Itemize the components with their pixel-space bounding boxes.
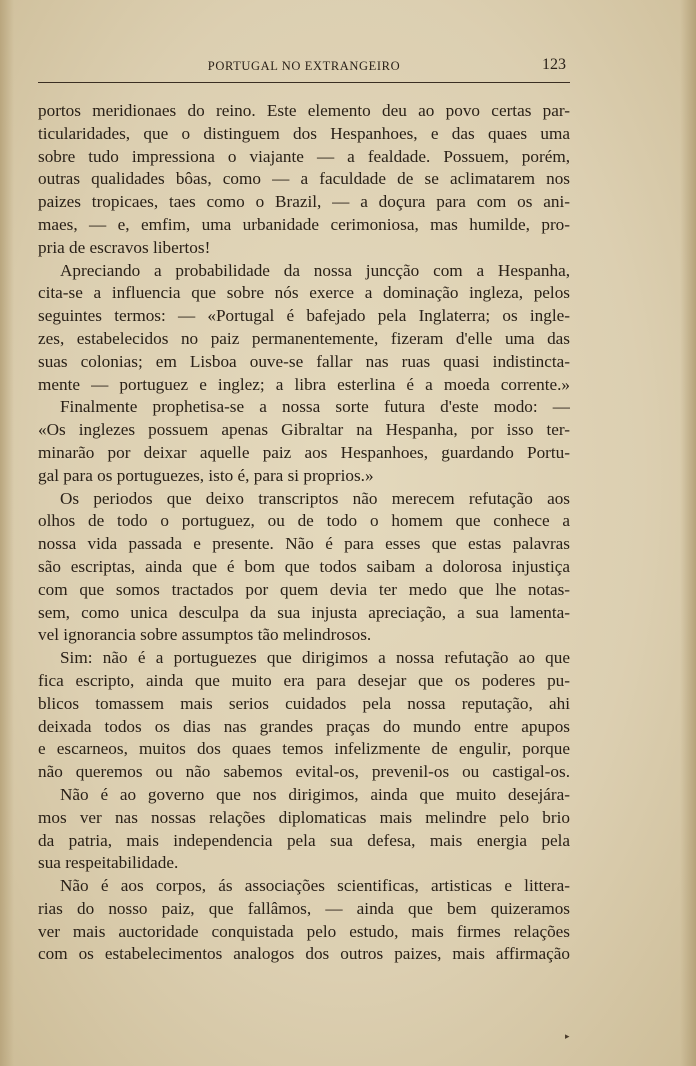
- text-line: Finalmente prophetisa-se a nossa sorte futura d'este modo: —: [60, 397, 570, 417]
- text-line: maes, — e, emfim, uma urbanidade cerimoniosa, mas humilde, pro-: [38, 214, 570, 234]
- text-line: portos meridionaes do reino. Este elemento deu ao povo certas par-: [38, 101, 570, 120]
- text-line: ver mais auctoridade conquistada pelo estudo, mais firmes relações: [38, 921, 570, 941]
- text-line: Sim: não é a portuguezes que dirigimos a nossa refutação ao que: [60, 648, 570, 668]
- text-line: olhos de todo o portuguez, ou de todo o homem que conhece a: [38, 511, 570, 531]
- text-line: sem, como unica desculpa da sua injusta apreciação, a sua lamenta-: [38, 602, 570, 622]
- text-line: sobre tudo impressiona o viajante — a fealdade. Possuem, porém,: [38, 146, 570, 166]
- text-line: pria de escravos libertos!: [38, 237, 211, 257]
- text-line: Apreciando a probabilidade da nossa juncção com a Hespanha,: [60, 260, 570, 280]
- text-line: e escarneos, muitos dos quaes temos infelizmente de engulir, porque: [38, 739, 570, 759]
- text-line: cita-se a influencia que sobre nós exerce a dominação ingleza, pelos: [38, 283, 570, 303]
- text-line: nossa vida passada e presente. Não é para esses que estas palavras: [38, 534, 570, 554]
- text-line: Não é ao governo que nos dirigimos, ainda que muito desejára-: [60, 784, 570, 804]
- text-line: vel ignorancia sobre assumptos tão melindrosos.: [38, 625, 372, 645]
- text-line: da patria, mais independencia pela sua defesa, mais energia pela: [38, 830, 570, 850]
- text-line: suas colonias; em Lisboa ouve-se fallar nas ruas quasi indistincta-: [38, 351, 570, 371]
- text-line: deixada todos os dias nas grandes praças do mundo entre apupos: [38, 716, 570, 736]
- text-line: zes, estabelecidos no paiz permanentemente, fizeram d'elle uma das: [38, 328, 570, 348]
- running-title: PORTUGAL NO EXTRANGEIRO: [207, 59, 401, 73]
- text-line: ticularidades, que o distinguem dos Hespanhoes, e das quaes uma: [38, 123, 570, 143]
- page-number: 123: [542, 56, 566, 73]
- header-rule: [38, 82, 570, 83]
- text-line: mente — portuguez e inglez; a libra esterlina é a moeda corrente.»: [38, 374, 570, 394]
- text-line: minarão por deixar aquelle paiz aos Hespanhoes, guardando Portu-: [38, 442, 570, 462]
- text-line: Não é aos corpos, ás associações scientificas, artisticas e littera-: [60, 876, 570, 896]
- text-line: mos ver nas nossas relações diplomaticas mais melindre pelo brio: [38, 807, 570, 827]
- printer-mark: ▸: [565, 1032, 570, 1042]
- page-header: [38, 56, 570, 78]
- text-line: gal para os portuguezes, isto é, para si proprios.»: [38, 465, 374, 485]
- text-line: com que somos tractados por quem devia ter medo que lhe notas-: [38, 579, 570, 599]
- text-line: paizes tropicaes, taes como o Brazil, — a doçura para com os ani-: [38, 192, 570, 212]
- text-line: blicos tomassem mais serios cuidados pela nossa reputação, ahi: [38, 693, 570, 713]
- page-left-edge: [0, 0, 14, 1066]
- text-line: seguintes termos: — «Portugal é bafejado pela Inglaterra; os ingle-: [38, 306, 570, 326]
- page-right-edge: [680, 0, 696, 1066]
- text-line: outras qualidades bôas, como — a faculdade de se aclimatarem nos: [38, 169, 570, 189]
- body-text: [38, 100, 570, 966]
- text-line: Os periodos que deixo transcriptos não merecem refutação aos: [60, 488, 570, 508]
- text-line: são escriptas, ainda que é bom que todos saibam a dolorosa injustiça: [38, 556, 570, 576]
- text-line: rias do nosso paiz, que fallâmos, — ainda que bem quizeramos: [38, 898, 570, 918]
- text-line: não queremos ou não sabemos evital-os, prevenil-os ou castigal-os.: [38, 762, 570, 782]
- text-line: fica escripto, ainda que muito era para desejar que os poderes pu-: [38, 670, 570, 690]
- text-line: «Os inglezes possuem apenas Gibraltar na Hespanha, por isso ter-: [38, 420, 570, 440]
- text-line: com os estabelecimentos analogos dos outros paizes, mais affirmação: [38, 944, 570, 964]
- text-line: sua respeitabilidade.: [38, 853, 179, 873]
